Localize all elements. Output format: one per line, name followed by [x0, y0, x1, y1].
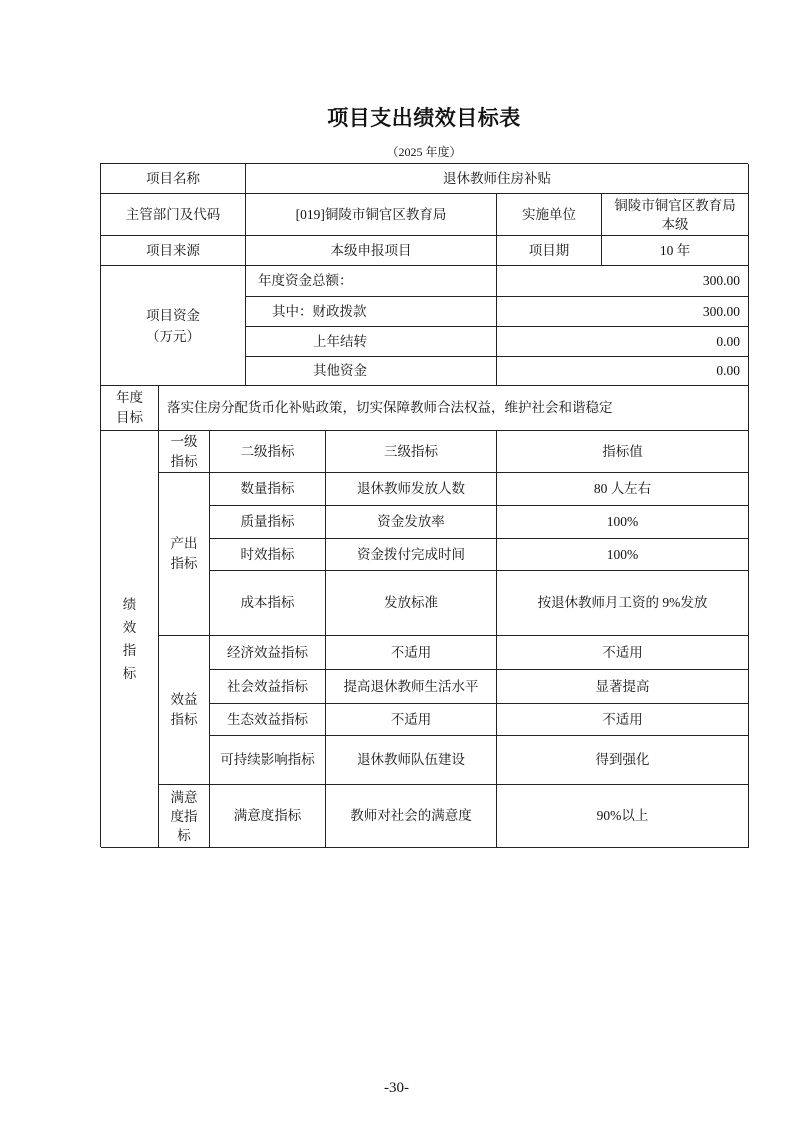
- header-level3-cell: [326, 431, 497, 473]
- group-satisfaction-cell: [159, 785, 210, 848]
- table-row-value: [497, 539, 749, 571]
- level3-text: 退休教师队伍建设: [357, 752, 465, 767]
- header-level2-cell: [210, 431, 326, 473]
- funds-total-label: 年度资金总额：: [258, 273, 353, 288]
- period-value-cell: [602, 236, 749, 266]
- level3-text: 资金发放率: [377, 514, 445, 529]
- period-label: 项目期: [528, 242, 570, 258]
- table-row-level2: [210, 736, 326, 785]
- funds-row-label-cell: [246, 266, 497, 297]
- header-level2: 二级指标: [240, 443, 295, 459]
- table-row-level3: [326, 670, 497, 704]
- dept-value: [019]铜陵市铜官区教育局: [295, 206, 447, 222]
- table-row-level2: [210, 670, 326, 704]
- header-value-cell: [497, 431, 749, 473]
- project-name-value: 退休教师住房补贴: [443, 170, 551, 186]
- header-level1-cell: [159, 431, 210, 473]
- value-text: 按退休教师月工资的 9%发放: [537, 595, 708, 610]
- table-row-level3: [326, 636, 497, 670]
- header-level3: 三级指标: [384, 443, 438, 459]
- funds-other-value: 0.00: [716, 363, 740, 378]
- table-row-value: [497, 736, 749, 785]
- table-row-level3: [326, 571, 497, 636]
- funds-unit: （万元）: [146, 328, 200, 344]
- impl-label: 实施单位: [522, 206, 576, 222]
- table-row-value: [497, 571, 749, 636]
- impl-value-cell: [602, 194, 749, 236]
- annual-goal-text: 落实住房分配货币化补贴政策，切实保障教师合法权益，维护社会和谐稳定: [167, 400, 613, 415]
- table-row-level2: [210, 473, 326, 506]
- group-satisfaction-label: 满意度指标: [170, 789, 198, 843]
- value-text: 90%以上: [596, 808, 649, 823]
- level2-text: 社会效益指标: [227, 678, 308, 694]
- funds-row-value-cell: [497, 297, 749, 327]
- header-level1: 一级指标: [170, 433, 198, 469]
- source-label: 项目来源: [146, 242, 200, 258]
- funds-other-label: 其他资金: [313, 363, 367, 378]
- funds-label-stack: [146, 305, 200, 347]
- dept-label: 主管部门及代码: [125, 206, 221, 222]
- table-row-level2: [210, 704, 326, 736]
- funds-carryover-label: 上年结转: [313, 333, 367, 349]
- table-row-value: [497, 636, 749, 670]
- performance-label-cell: [101, 431, 159, 848]
- table-row-value: [497, 785, 749, 848]
- impl-label-cell: [497, 194, 602, 236]
- annual-goal-label-cell: [101, 386, 159, 431]
- value-text: 100%: [606, 546, 639, 562]
- funds-label-cell: [101, 266, 246, 386]
- level3-text: 不适用: [390, 644, 432, 660]
- funds-row-label-cell: [246, 327, 497, 357]
- level3-text: 发放标准: [384, 595, 438, 610]
- period-label-cell: [497, 236, 602, 266]
- table-row-level3: [326, 539, 497, 571]
- value-text: 不适用: [602, 711, 643, 727]
- value-text: 100%: [606, 514, 639, 529]
- funds-row-label-cell: [246, 297, 497, 327]
- page-number: -30-: [384, 1080, 409, 1096]
- group-benefit-label: 效益指标: [170, 692, 198, 727]
- value-text: 不适用: [602, 644, 643, 660]
- group-output-label: 产出指标: [170, 536, 198, 571]
- performance-target-table: [100, 163, 748, 847]
- funds-carryover-value: 0.00: [716, 333, 740, 349]
- source-value-cell: [246, 236, 497, 266]
- funds-fiscal-label: 其中：财政拨款: [272, 303, 367, 319]
- annual-goal-text-cell: [159, 386, 749, 431]
- source-label-cell: [101, 236, 246, 266]
- funds-row-value-cell: [497, 266, 749, 297]
- level3-text: 教师对社会的满意度: [350, 808, 472, 823]
- group-output-cell: [159, 473, 210, 636]
- table-row-level3: [326, 785, 497, 848]
- level2-text: 质量指标: [240, 514, 295, 529]
- table-row-value: [497, 506, 749, 539]
- level2-text: 生态效益指标: [227, 711, 308, 727]
- level2-text: 数量指标: [240, 481, 295, 496]
- table-row-level3: [326, 473, 497, 506]
- level2-text: 满意度指标: [233, 808, 302, 823]
- group-benefit-cell: [159, 636, 210, 785]
- level3-text: 提高退休教师生活水平: [343, 678, 479, 694]
- value-text: 得到强化: [595, 752, 650, 767]
- dept-label-cell: [101, 194, 246, 236]
- value-text: 显著提高: [595, 678, 650, 694]
- table-row-value: [497, 670, 749, 704]
- table-row-level3: [326, 506, 497, 539]
- table-row-value: [497, 704, 749, 736]
- value-text: 80 人左右: [593, 481, 652, 496]
- level2-text: 可持续影响指标: [220, 752, 315, 767]
- level3-text: 不适用: [390, 711, 432, 727]
- level3-text: 退休教师发放人数: [357, 481, 465, 496]
- table-row-level2: [210, 539, 326, 571]
- funds-label: 项目资金: [146, 307, 200, 323]
- period-value: 10 年: [659, 242, 691, 258]
- performance-label: 绩效指标: [122, 597, 137, 681]
- source-value: 本级申报项目: [330, 242, 412, 258]
- level2-text: 经济效益指标: [227, 644, 308, 660]
- table-row-value: [497, 473, 749, 506]
- page-subtitle-year: （2025 年度）: [386, 145, 462, 159]
- funds-total-value: 300.00: [702, 273, 740, 288]
- dept-value-cell: [246, 194, 497, 236]
- header-value: 指标值: [602, 443, 643, 459]
- level3-text: 资金拨付完成时间: [357, 546, 465, 562]
- table-row-level2: [210, 571, 326, 636]
- funds-row-value-cell: [497, 327, 749, 357]
- table-row-level2: [210, 636, 326, 670]
- table-row-level2: [210, 506, 326, 539]
- table-row-level3: [326, 704, 497, 736]
- annual-goal-label: 年度目标: [116, 390, 143, 425]
- table-row-level3: [326, 736, 497, 785]
- level2-text: 成本指标: [240, 595, 295, 610]
- page-title: 项目支出绩效目标表: [327, 106, 521, 130]
- project-name-label: 项目名称: [146, 170, 200, 186]
- level2-text: 时效指标: [240, 546, 295, 562]
- project-name-value-cell: [246, 164, 749, 194]
- funds-row-label-cell: [246, 357, 497, 386]
- funds-fiscal-value: 300.00: [702, 303, 740, 319]
- funds-row-value-cell: [497, 357, 749, 386]
- project-name-label-cell: [101, 164, 246, 194]
- impl-value: 铜陵市铜官区教育局本级: [614, 197, 736, 232]
- table-row-level2: [210, 785, 326, 848]
